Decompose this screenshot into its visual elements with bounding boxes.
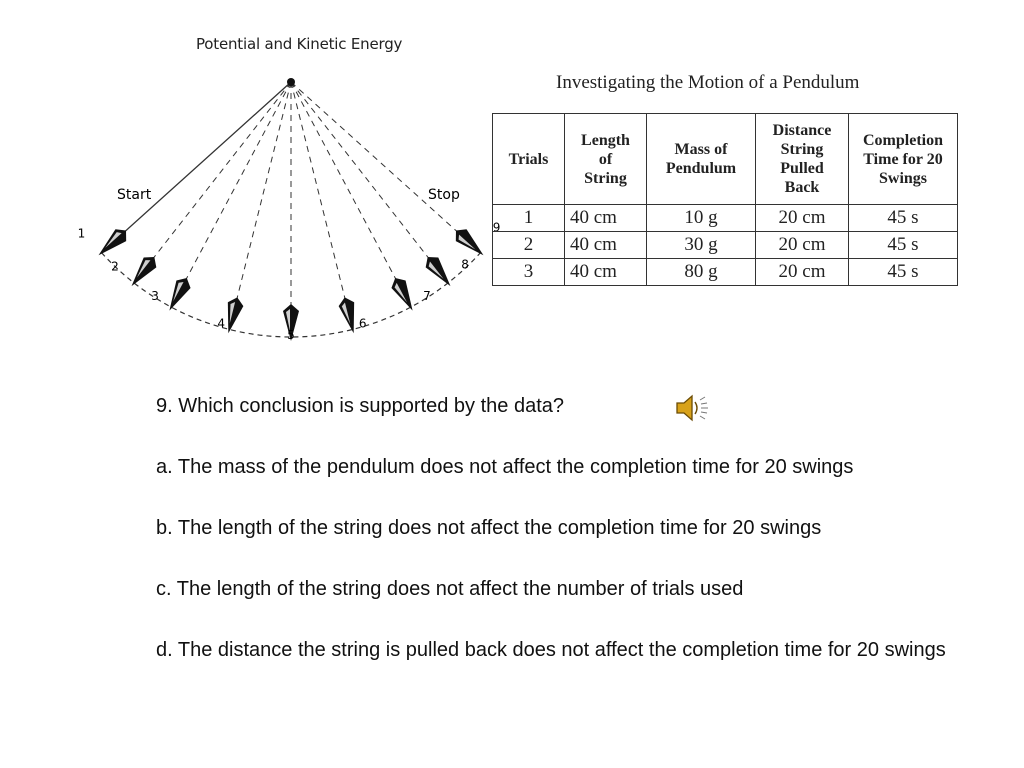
pendulum-string — [291, 82, 458, 233]
table-cell: 20 cm — [756, 205, 849, 232]
pendulum-bob — [162, 274, 193, 314]
pendulum-bob — [337, 295, 361, 335]
pendulum-string — [291, 82, 430, 259]
pendulum-string — [237, 82, 291, 300]
header-length: Length of String — [565, 114, 647, 205]
question-stem: 9. Which conclusion is supported by the data? — [156, 395, 565, 417]
table-cell: 1 — [493, 205, 565, 232]
position-number: 4 — [217, 316, 226, 331]
position-number: 6 — [358, 316, 367, 331]
pendulum-string — [124, 82, 291, 233]
table-cell: 40 cm — [565, 232, 647, 259]
pendulum-figure — [77, 25, 501, 345]
position-number: 1 — [77, 226, 86, 241]
option-d[interactable]: d. The distance the string is pulled back does not affect the completion time for 20 swings — [156, 639, 946, 661]
option-b[interactable]: b. The length of the string does not affect the completion time for 20 swings — [156, 517, 822, 539]
option-a[interactable]: a. The mass of the pendulum does not affect the completion time for 20 swings — [156, 456, 854, 478]
table-cell: 45 s — [849, 259, 958, 286]
pendulum-string — [185, 82, 291, 281]
table-title: Investigating the Motion of a Pendulum — [556, 72, 860, 93]
table-cell: 20 cm — [756, 232, 849, 259]
header-mass: Mass of Pendulum — [647, 114, 756, 205]
table-cell: 45 s — [849, 232, 958, 259]
pendulum-data-table — [492, 113, 958, 286]
table-row — [493, 205, 958, 232]
header-completion-time: Completion Time for 20 Swings — [849, 114, 958, 205]
pendulum-bob — [421, 252, 456, 291]
pendulum-string — [291, 82, 397, 281]
pendulum-bob — [125, 252, 160, 291]
position-number: 3 — [151, 289, 159, 304]
table-cell: 2 — [493, 232, 565, 259]
stop-label: Stop — [428, 187, 460, 203]
start-label: Start — [117, 187, 152, 203]
header-trials: Trials — [493, 114, 565, 205]
pendulum-bob — [388, 274, 419, 314]
pendulum-diagram — [77, 25, 501, 345]
position-number: 5 — [287, 328, 295, 342]
table-cell: 40 cm — [565, 205, 647, 232]
table-cell: 3 — [493, 259, 565, 286]
table-cell: 40 cm — [565, 259, 647, 286]
option-c[interactable]: c. The length of the string does not affect the number of trials used — [156, 578, 744, 600]
table-cell: 80 g — [647, 259, 756, 286]
pendulum-bob — [451, 225, 489, 262]
position-number: 9 — [492, 220, 501, 235]
header-distance: Distance String Pulled Back — [756, 114, 849, 205]
pivot-point — [287, 78, 295, 86]
table-row — [493, 232, 958, 259]
position-number: 8 — [461, 257, 469, 272]
pendulum-string — [291, 82, 345, 300]
position-number: 2 — [111, 259, 119, 274]
table-cell: 20 cm — [756, 259, 849, 286]
speaker-icon[interactable] — [675, 392, 711, 424]
table-cell: 45 s — [849, 205, 958, 232]
position-number: 7 — [423, 289, 431, 304]
pendulum-string — [152, 82, 291, 259]
question-block — [156, 391, 976, 666]
table-cell: 10 g — [647, 205, 756, 232]
table-cell: 30 g — [647, 232, 756, 259]
figure-title: Potential and Kinetic Energy — [196, 35, 403, 53]
table-row — [493, 259, 958, 286]
